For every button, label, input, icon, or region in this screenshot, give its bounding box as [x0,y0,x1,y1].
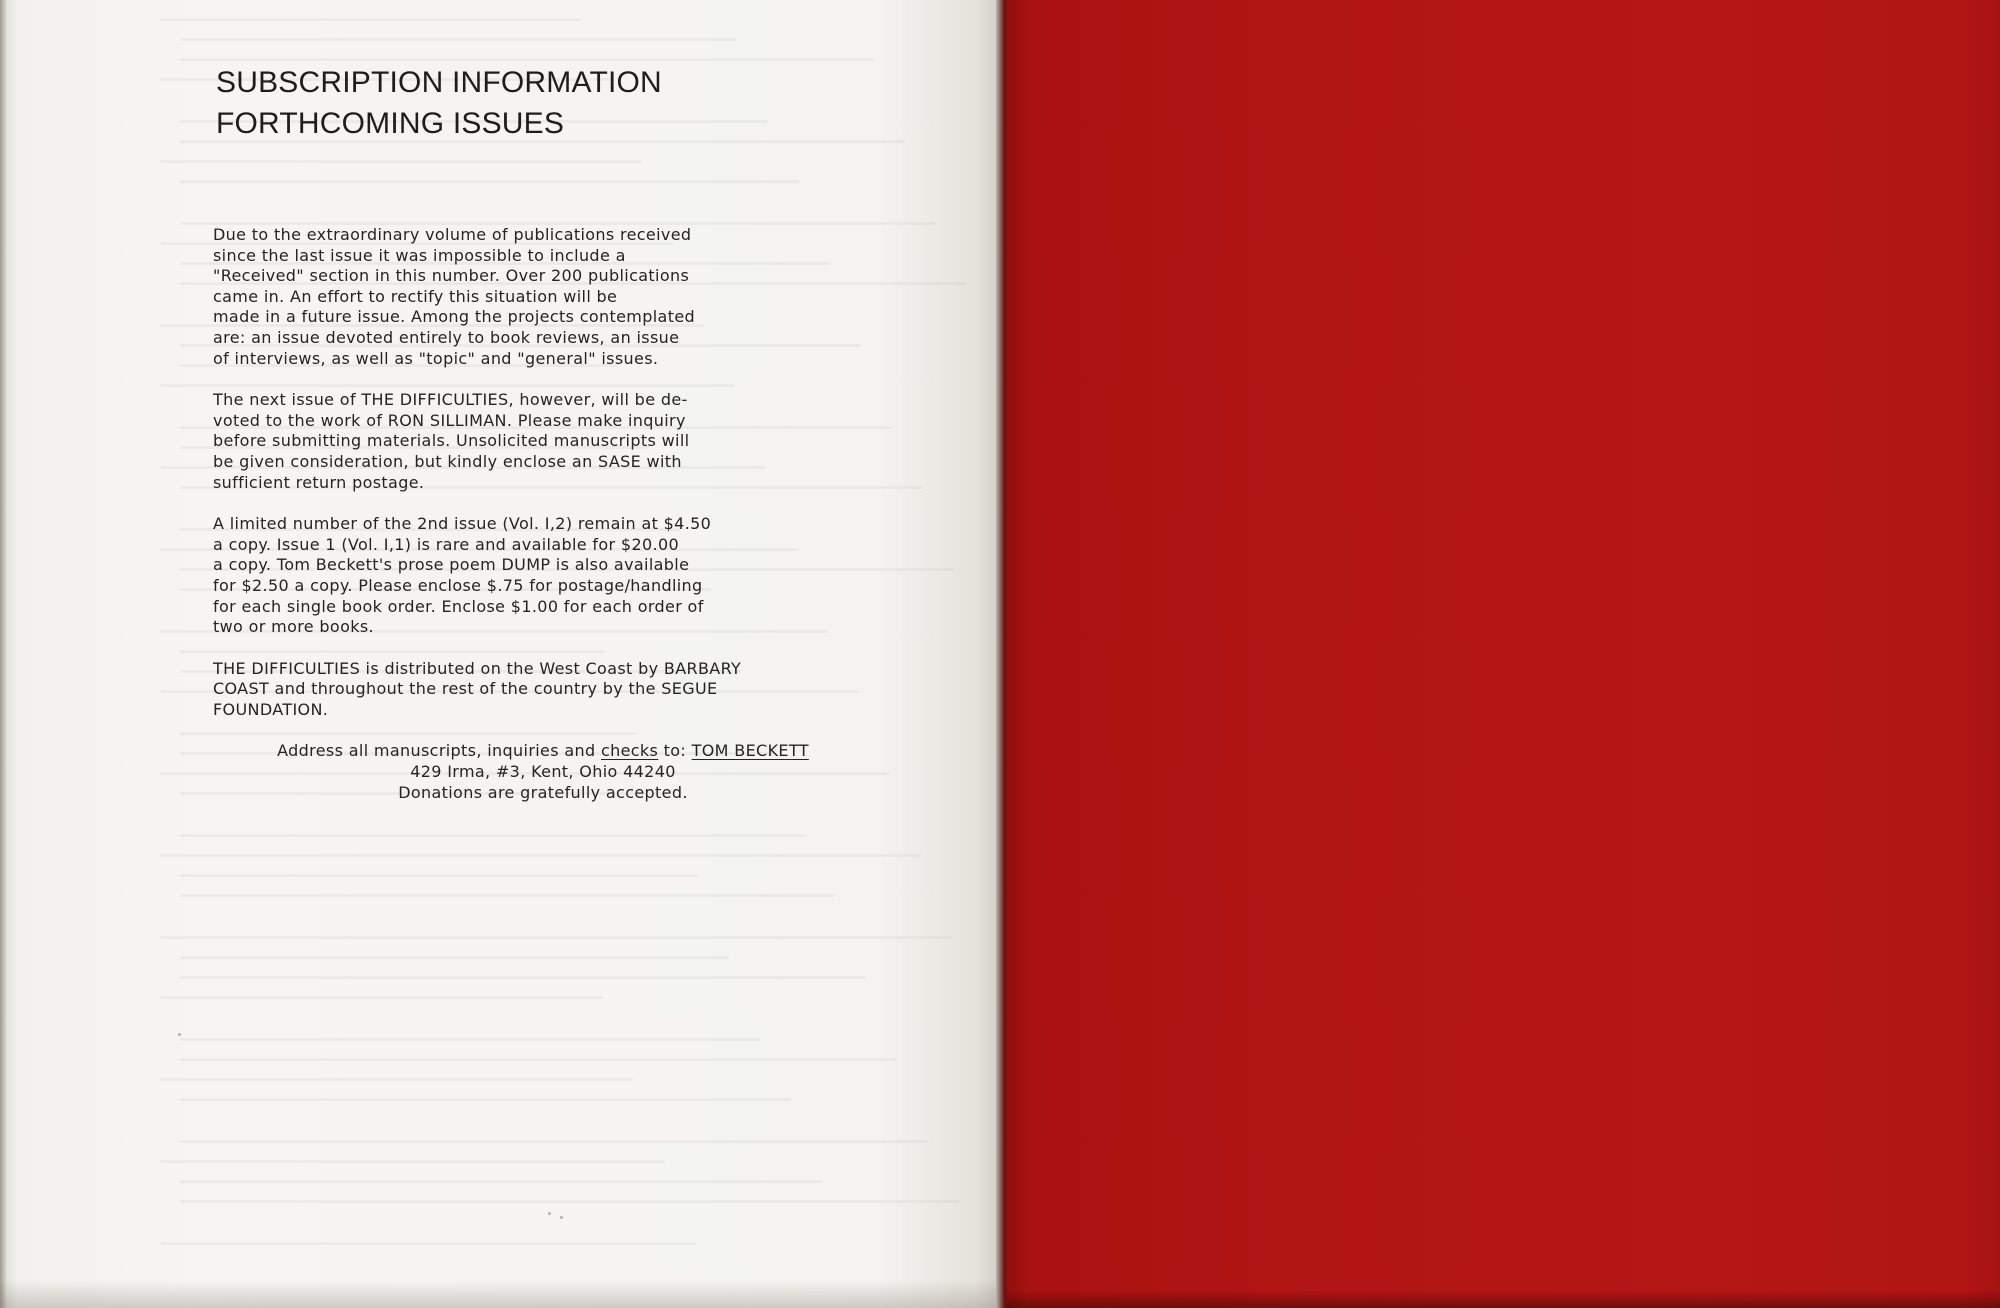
ghost-line [180,956,729,959]
ghost-line [180,38,737,41]
text-line: came in. An effort to rectify this situation will be [213,286,618,306]
ghost-line [160,996,603,999]
ghost-line [160,1242,696,1245]
paragraph-distribution [213,659,873,721]
ghost-line [160,1160,665,1163]
editor-name: TOM BECKETT [691,741,809,761]
paper-speck [560,1216,563,1219]
ghost-line [160,18,580,21]
red-cover-page [1006,0,2000,1308]
text-line: voted to the work of RON SILLIMAN. Please make inquiry [213,410,686,430]
text-line: a copy. Issue 1 (Vol. I,1) is rare and available for $20.00 [213,534,680,554]
body-text [213,225,873,803]
text-line: sufficient return postage. [213,472,425,492]
ghost-line [180,834,804,837]
text-line: for each single book order. Enclose $1.00 for each order of [213,596,704,616]
text-line: A limited number of the 2nd issue (Vol. I,2) remain at $4.50 [213,514,712,534]
page-heading [216,62,662,144]
text-line: THE DIFFICULTIES is distributed on the West Coast by BARBARY [213,658,742,678]
ghost-line [180,874,698,877]
ghost-line [180,894,835,897]
ghost-line [180,180,799,183]
text-line: Due to the extraordinary volume of publications received [213,225,692,244]
ghost-line [180,1180,822,1183]
text-line: since the last issue it was impossible to include a [213,245,626,265]
ghost-line [180,1200,959,1203]
paragraph-next-issue [213,390,873,493]
checks-text: checks [600,741,659,761]
paragraph-back-issues [213,514,873,638]
text-line: are: an issue devoted entirely to book reviews, an issue [213,327,680,347]
page-shadow [0,1280,1002,1308]
text-line: of interviews, as well as "topic" and "general" issues. [213,348,659,368]
ghost-line [180,1140,928,1143]
ghost-line [180,1038,760,1041]
ghost-line [180,976,866,979]
ghost-line [180,1098,791,1101]
text-line: made in a future issue. Among the projects contemplated [213,307,696,327]
text-line: The next issue of THE DIFFICULTIES, however, will be de- [213,390,688,410]
ghost-line [160,936,952,939]
page-edge [0,0,6,1308]
text-line: be given consideration, but kindly enclose an SASE with [213,451,682,471]
text-line: FOUNDATION. [213,699,329,719]
text-line: for $2.50 a copy. Please enclose $.75 for postage/handling [213,575,703,595]
text-line: COAST and throughout the rest of the country by the SEGUE [213,679,718,699]
ghost-line [160,160,642,163]
ghost-line [180,58,874,61]
paragraph-received [213,225,873,369]
ghost-line [180,1058,897,1061]
street-address: 429 Irma, #3, Kent, Ohio 44240 [410,762,676,782]
ghost-line [160,1078,634,1081]
text-line: two or more books. [213,617,374,637]
address-line [213,741,873,762]
heading-line-subscription: SUBSCRIPTION INFORMATION [216,66,662,99]
text-line: a copy. Tom Beckett's prose poem DUMP is also available [213,555,690,575]
paper-speck [178,1033,181,1036]
text-line: "Received" section in this number. Over 200 publications [213,266,690,286]
text-line: before submitting materials. Unsolicited manuscripts will [213,431,690,451]
heading-line-forthcoming: FORTHCOMING ISSUES [216,107,565,140]
paper-speck [548,1212,551,1215]
donations-note: Donations are gratefully accepted. [398,782,688,802]
address-block [213,741,873,803]
address-lead: Address all manuscripts, inquiries and [277,741,601,761]
cover-shadow [1006,1290,2000,1308]
address-to: to: [658,741,692,761]
ghost-line [160,854,921,857]
